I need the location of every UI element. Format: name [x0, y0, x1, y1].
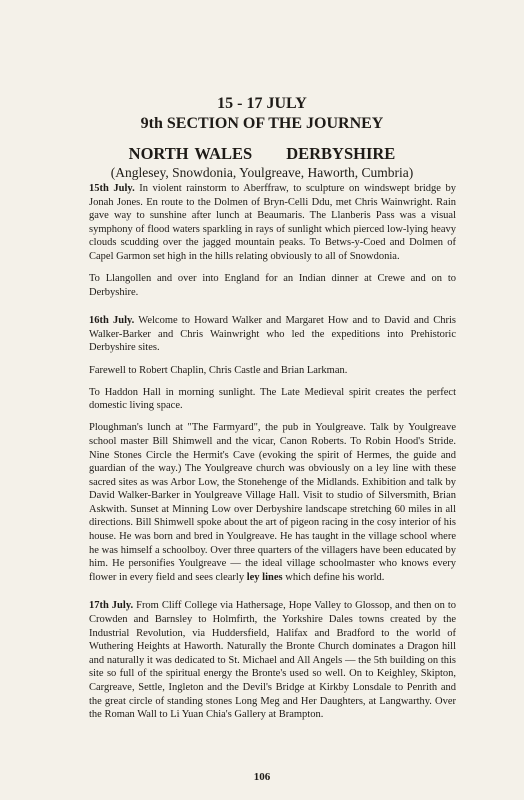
entry-text-end: which define his world. [282, 571, 385, 583]
region-north-wales: NORTH WALES [128, 144, 253, 163]
page-number: 106 [253, 771, 271, 783]
region-derbyshire: DERBYSHIRE [286, 144, 396, 163]
date-label: 15th July. [89, 183, 135, 194]
entry-text: From Cliff College via Hathersage, Hope Valley to Glossop, and then on to Crowden and Barnsley to Holmfirth, the Yorkshire Dales towns created by the Industrial Revolution, via Huddersfield, Halifax and Bradford to the world of Wuthering Heights at Haworth. Naturally the Bronte Church dominates a Dragon hill and naturally it was dedicated to St. Michael and All Angels — the 5th building on this site so full of the spiritual energy the Bronte's used so well. On to Keighley, Skipton, Cargreave, Settle, Ingleton and the Devil's Bridge at Kirkby Lonsdale to Penrith and the great circle of standing stones Long Meg and Her Daughters, at Langwarthy. Over the Roman Wall to Li Yuan Chia's Gallery at Brampton. [89, 600, 457, 721]
entry-text: Ploughman's lunch at "The Farmyard", the pub in Youlgreave. Talk by Youlgreave school master Bill Shimwell and the vicar, Canon Roberts. To Robin Hood's Stride. Nine Stones Circle the Hermit's Cave (evoking the spirit of Hermes, the guide and guardian of the way.) The Youlgreave church was obviously on a ley line with these sacred sites as was Arbor Low, the Stonehenge of the Midlands. Exhibition and talk by David Walker-Barker in Youlgreave Village Hall. Visit to studio of Silversmith, Brian Askwith. Sunset at Minning Low over Derbyshire landscape stretching 60 miles in all directions. Bill Shimwell spoke about the art of pigeon racing in the cosy interior of his house. He was born and bred in Youlgreave. He has taught in the village school where he was himself a schoolboy. Over three quarters of the villagers have been educated by him. He personifies Youlgreave — the ideal village schoolmaster who knows every flower in every field and sees clearly [89, 422, 456, 583]
places-subtitle: (Anglesey, Snowdonia, Youlgreave, Haworth, Cumbria) [110, 165, 414, 180]
entry-17th-july [89, 599, 456, 721]
entry-16th-july [89, 314, 456, 355]
journal-body [89, 182, 456, 730]
date-label: 17th July. [89, 600, 134, 612]
entry-15th-july [89, 182, 456, 264]
date-label: 16th July. [89, 315, 135, 327]
entry-llangollen: To Llangollen and over into England for an Indian dinner at Crewe and on to Derbyshire. [89, 273, 456, 298]
entry-haddon-hall: To Haddon Hall in morning sunlight. The Late Medieval spirit creates the perfect domestic living space. [89, 386, 456, 412]
section-header [60, 94, 464, 181]
section-heading: 9th SECTION OF THE JOURNEY [140, 115, 384, 132]
entry-youlgreave [89, 421, 456, 584]
entry-text: In violent rainstorm to Aberffraw, to sculpture on windswept bridge by Jonah Jones. En route to the Dolmen of Bryn-Celli Ddu, met Chris Wainwright. Rain gave way to sunshine after lunch at Beaumaris. The Llanberis Pass was a visual symphony of flood waters sparkling in rays of sunlight which pierced low-lying heavy clouds scudding over the jagged mountain peaks. To Betws-y-Coed and Dolmen of Capel Garmon set high in the hills relating obviously to all of Snowdonia. [89, 183, 456, 262]
entry-text: Welcome to Howard Walker and Margaret How and to David and Chris Walker-Barker and Chris Wainwright who led the expeditions into Prehistoric Derbyshire sites. [89, 315, 456, 354]
ley-lines-emphasis: ley lines [246, 571, 283, 583]
date-range-heading: 15 - 17 JULY [217, 95, 307, 112]
entry-farewell: Farewell to Robert Chaplin, Chris Castle and Brian Larkman. [89, 364, 348, 376]
regions-heading [60, 144, 464, 164]
